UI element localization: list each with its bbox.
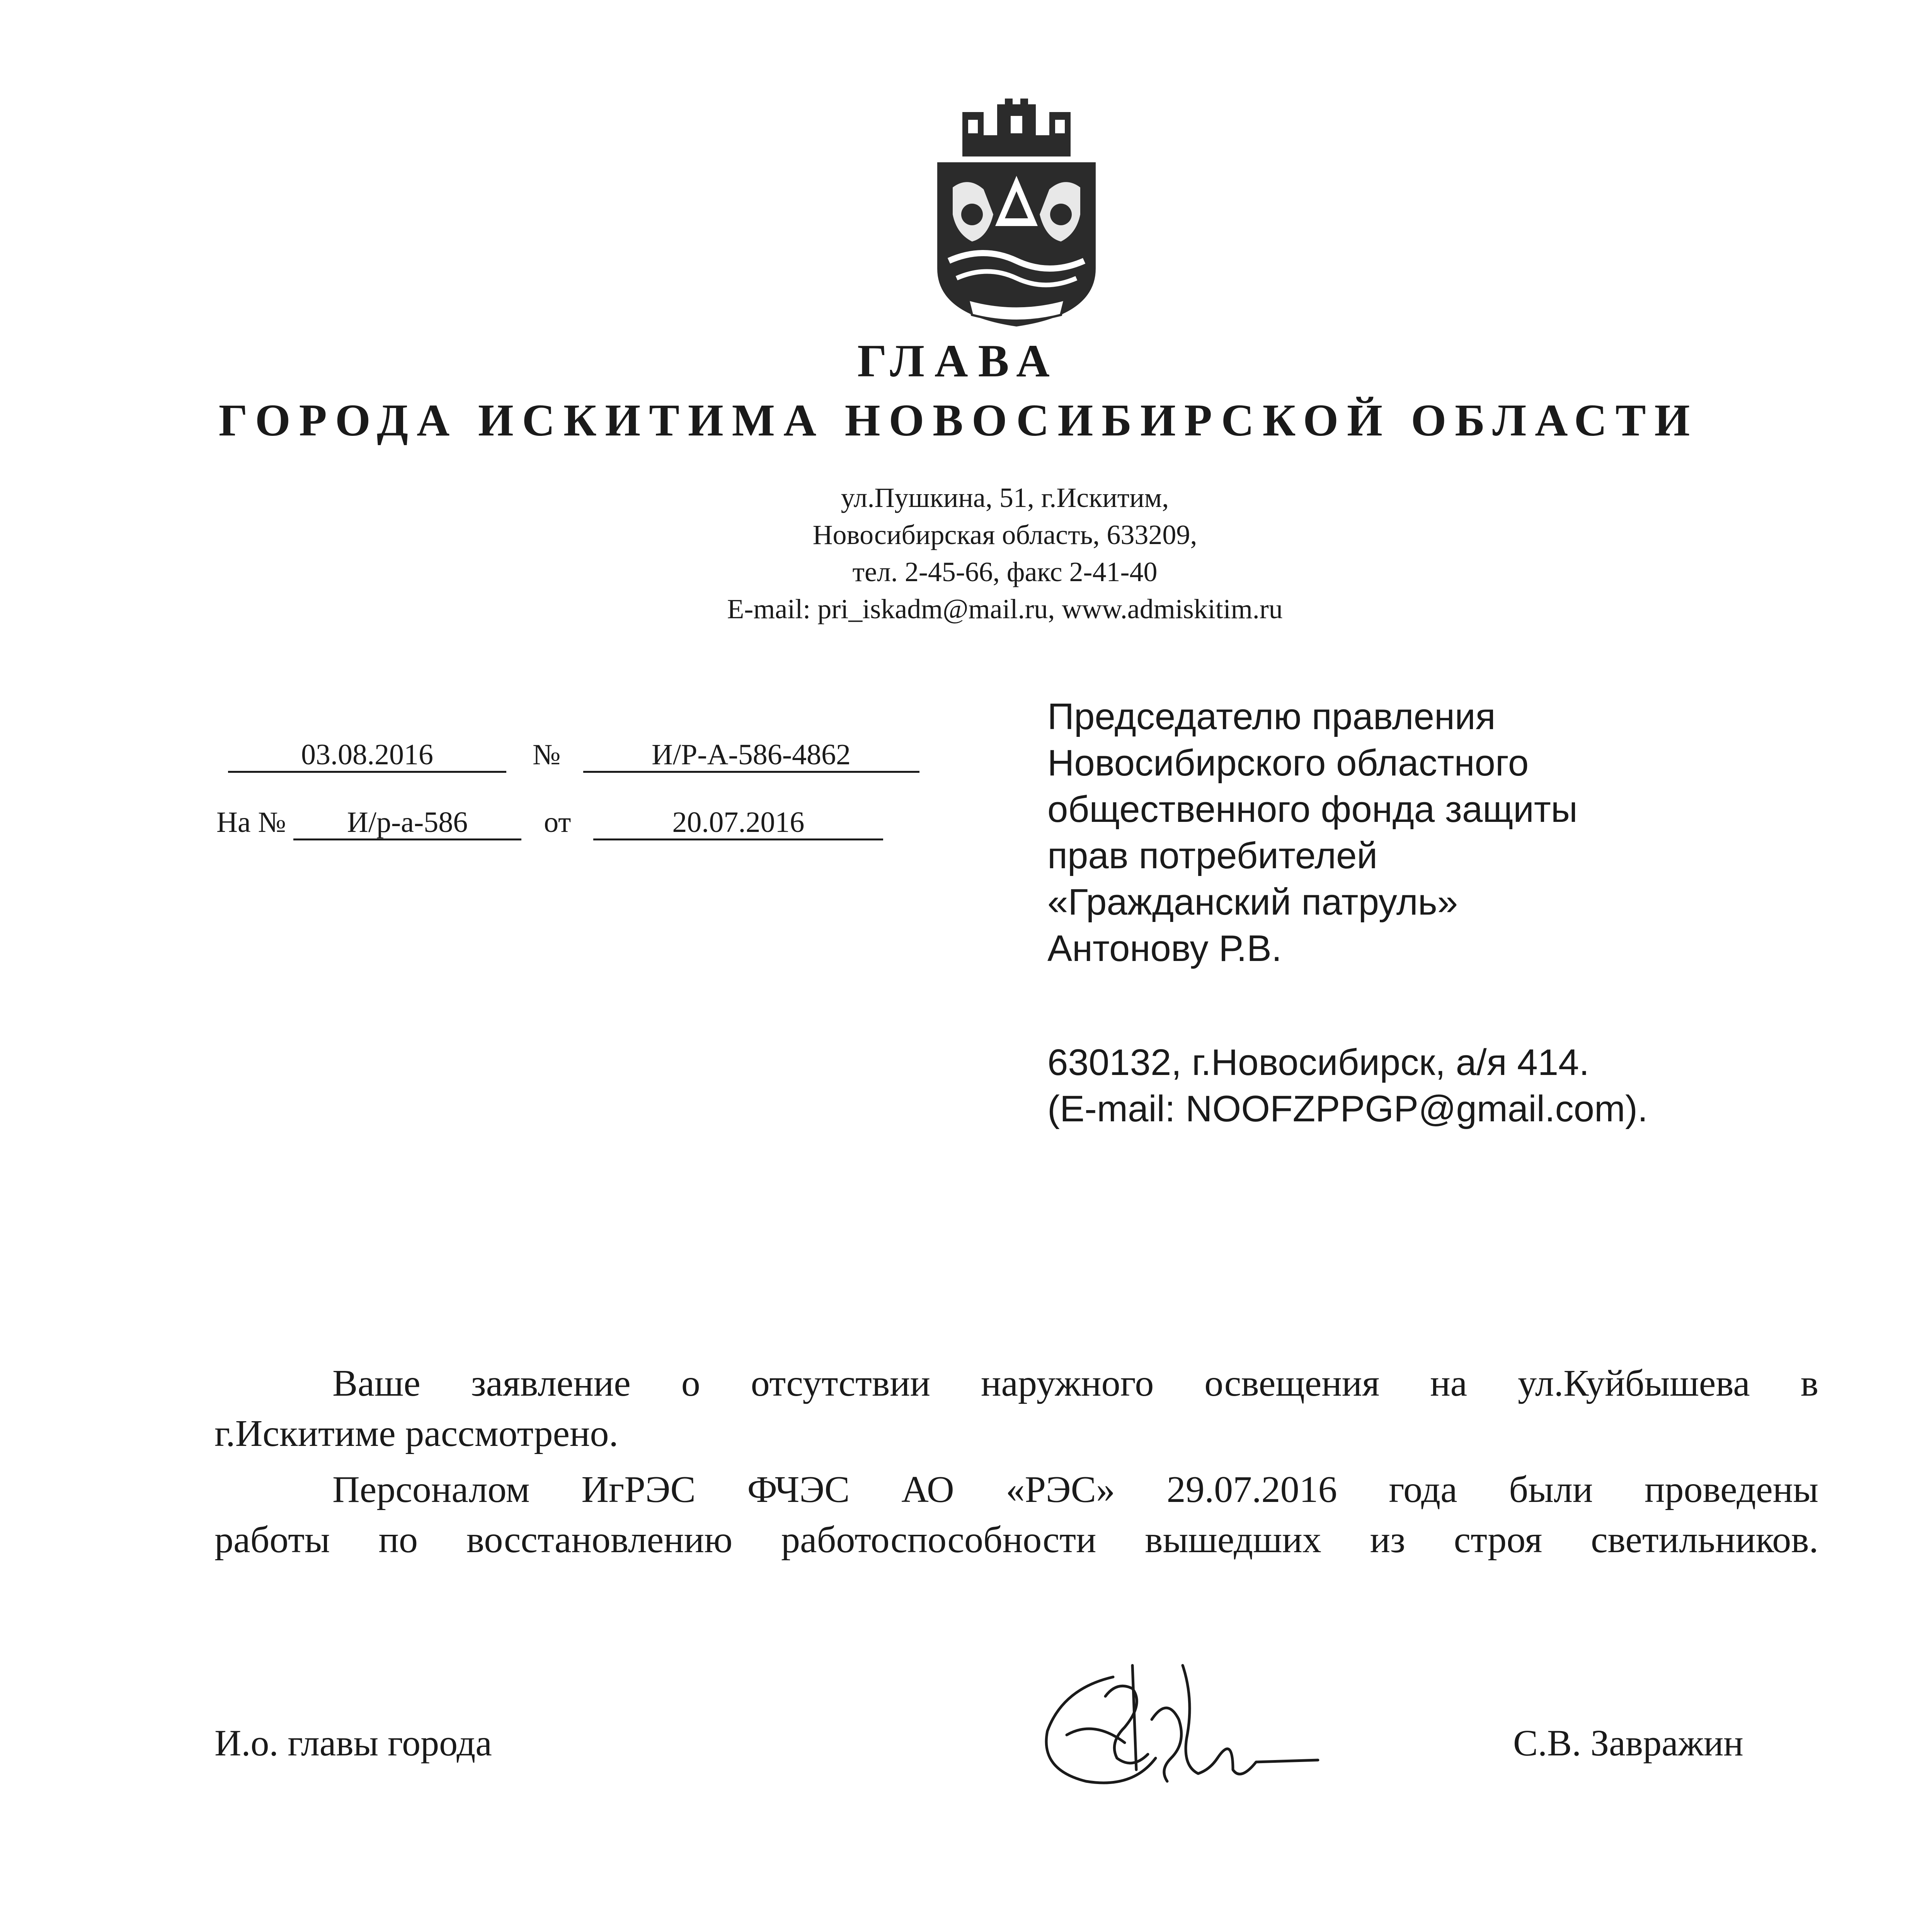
sender-email-line: E-mail: pri_iskadm@mail.ru, www.admiskitim.ru: [727, 594, 1283, 624]
addressee-name: Антонову Р.В.: [1047, 928, 1282, 969]
reference-label: На №: [216, 806, 286, 838]
reference-registration: [216, 806, 883, 840]
addressee-line: общественного фонда защиты: [1047, 789, 1578, 830]
outgoing-number: И/Р-А-586-4862: [583, 738, 919, 773]
signatory-title: И.о. главы города: [215, 1722, 492, 1764]
signatory-name: С.В. Завражин: [1513, 1722, 1743, 1764]
body-paragraph-line: Персоналом ИгРЭС ФЧЭС АО «РЭС» 29.07.2016 года были проведены: [332, 1469, 1818, 1510]
addressee-line: Председателю правления: [1047, 696, 1496, 737]
body-paragraph-line: г.Искитиме рассмотрено.: [215, 1413, 618, 1454]
outgoing-registration: [228, 738, 919, 773]
body-paragraph-line: работы по восстановлению работоспособности вышедших из строя светильников.: [215, 1519, 1818, 1561]
outgoing-date: 03.08.2016: [228, 738, 506, 773]
coat-of-arms-icon: [926, 99, 1107, 330]
reference-from-label: от: [544, 806, 571, 838]
header-subtitle: ГОРОДА ИСКИТИМА НОВОСИБИРСКОЙ ОБЛАСТИ: [218, 395, 1699, 446]
reference-number: И/р-а-586: [293, 806, 521, 840]
header-title: ГЛАВА: [857, 335, 1060, 386]
addressee-line: «Гражданский патруль»: [1047, 881, 1458, 923]
sender-phone-line: тел. 2-45-66, факс 2-41-40: [852, 556, 1158, 587]
body-paragraph-line: Ваше заявление о отсутствии наружного освещения на ул.Куйбышева в: [332, 1362, 1818, 1404]
sender-address-line: ул.Пушкина, 51, г.Искитим,: [841, 482, 1169, 513]
reference-date: 20.07.2016: [593, 806, 883, 840]
number-label: №: [533, 738, 561, 771]
addressee-line: прав потребителей: [1047, 835, 1378, 876]
handwritten-signature: [1016, 1642, 1364, 1808]
sender-address-line: Новосибирская область, 633209,: [812, 519, 1197, 550]
addressee-line: Новосибирского областного: [1047, 742, 1529, 784]
addressee-postal-address: 630132, г.Новосибирск, а/я 414.: [1047, 1042, 1590, 1083]
addressee-email: (E-mail: NOOFZPPGP@gmail.com).: [1047, 1088, 1648, 1129]
